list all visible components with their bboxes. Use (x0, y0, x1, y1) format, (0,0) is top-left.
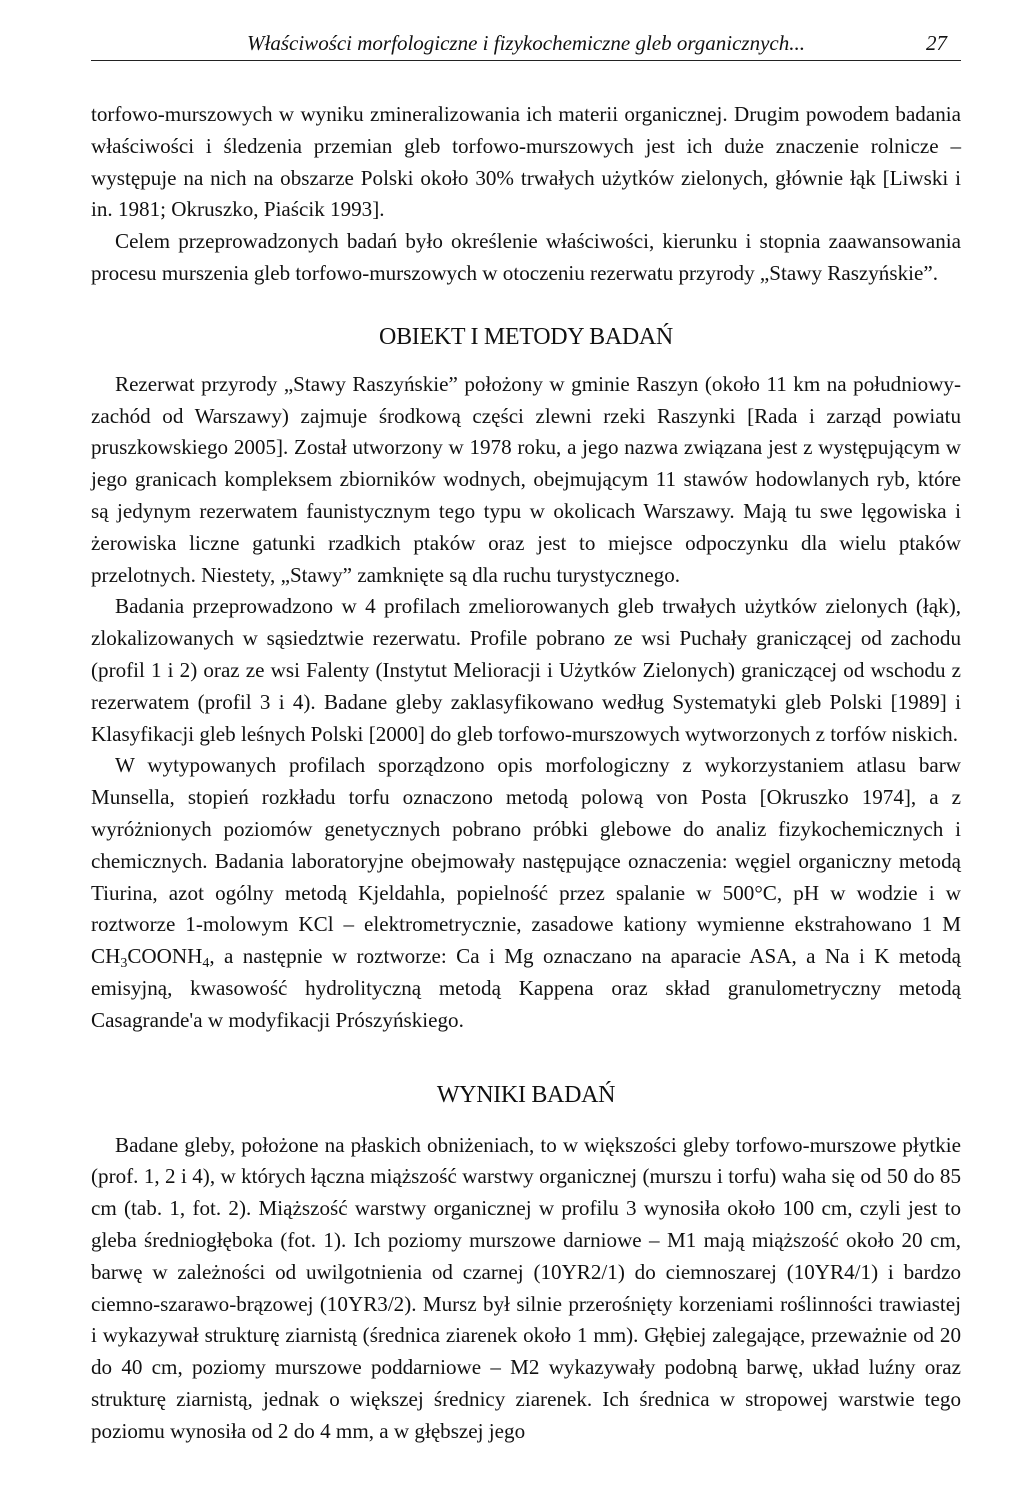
section-heading-results: WYNIKI BADAŃ (436, 1081, 616, 1108)
running-header (91, 26, 961, 61)
paragraph-intro-2: Celem przeprowadzonych badań było określenie właściwości, kierunku i stopnia zaawansowania procesu murszenia gleb torfowo-murszowych w otoczeniu rezerwatu przyrody „Stawy Raszyńskie”. (91, 229, 961, 285)
subscript-3: 3 (120, 956, 128, 972)
article-body (91, 99, 961, 1447)
paragraph-methods-3-part-c: , a następnie w roztworze: Ca i Mg oznaczano na aparacie ASA, a Na i K metodą emisyjną, kwasowość hydrolityczną metodą Kappena oraz skład granulometryczny metodą Casagrande'a w modyfikacji Prószyńskiego. (91, 944, 961, 1032)
paragraph-methods-3-part-b: COONH (127, 944, 203, 969)
paragraph-methods-2: Badania przeprowadzono w 4 profilach zmeliorowanych gleb trwałych użytków zielonych (łąk), zlokalizowanych w sąsiedztwie rezerwatu. Profile pobrano ze wsi Puchały graniczącej od zachodu (profil 1 i 2) oraz ze wsi Falenty (Instytut Melioracji i Użytków Zielonych) graniczącej od wschodu z rezerwatem (profil 3 i 4). Badane gleby zaklasyfikowano według Systematyki gleb Polski [1989] i Klasyfikacji gleb leśnych Polski [2000] do gleb torfowo-murszowych wytworzonych z torfów niskich. (91, 594, 961, 746)
paragraph-methods-1: Rezerwat przyrody „Stawy Raszyńskie” położony w gminie Raszyn (około 11 km na południowy-zachód od Warszawy) zajmuje środkową części zlewni rzeki Raszynki [Rada i zarząd powiatu pruszkowskiego 2005]. Został utworzony w 1978 roku, a jego nazwa związana jest z występującym w jego granicach kompleksem zbiorników wodnych, obejmującym 11 stawów hodowlanych ryb, które są jedynym rezerwatem faunistycznym tego typu w okolicach Warszawy. Mają tu swe lęgowiska i żerowiska liczne gatunki rzadkich ptaków oraz jest to miejsce odpoczynku dla wielu ptaków przelotnych. Niestety, „Stawy” zamknięte są dla ruchu turystycznego. (91, 371, 961, 587)
paragraph-methods-3-part-a: W wytypowanych profilach sporządzono opis morfologiczny z wykorzystaniem atlasu barw Munsella, stopień rozkładu torfu oznaczono metodą polową von Posta [Okruszko 1974], a z wyróżnionych poziomów genetycznych pobrano próbki glebowe do analiz fizykochemicznych i chemicznych. Badania laboratoryjne obejmowały następujące oznaczenia: węgiel organiczny metodą Tiurina, azot ogólny metodą Kjeldahla, popielność przez spalanie w 500°C, pH w wodzie i w roztworze 1-molowym KCl – elektrometrycznie, zasadowe kationy wymienne ekstrahowano 1 M CH (91, 753, 961, 969)
running-title: Właściwości morfologiczne i fizykochemiczne gleb organicznych... (247, 31, 805, 55)
page-number: 27 (926, 31, 947, 55)
paragraph-methods-3 (91, 750, 961, 1036)
paragraph-results-1: Badane gleby, położone na płaskich obniżeniach, to w większości gleby torfowo-murszowe płytkie (prof. 1, 2 i 4), w których łączna miąższość warstwy organicznej (murszu i torfu) waha się od 50 do 85 cm (tab. 1, fot. 2). Miąższość warstwy organicznej w profilu 3 wynosiła około 100 cm, czyli jest to gleba średniogłęboka (fot. 1). Ich poziomy murszowe darniowe – M1 mają miąższość około 20 cm, barwę w zależności od uwilgotnienia od czarnej (10YR2/1) do ciemnoszarej (10YR4/1) i bardzo ciemno-szarawo-brązowej (10YR3/2). Mursz był silnie przerośnięty korzeniami roślinności trawiastej i wykazywał strukturę ziarnistą (średnica ziarenek około 1 mm). Głębiej zalegające, przeważnie od 20 do 40 cm, poziomy murszowe poddarniowe – M2 wykazywały podobną barwę, układ luźny oraz strukturę ziarnistą, jednak o większej średnicy ziarenek. Ich średnica w stropowej warstwie tego poziomu wynosiła od 2 do 4 mm, a w głębszej jego (91, 1132, 961, 1443)
section-heading-methods: OBIEKT I METODY BADAŃ (379, 323, 673, 350)
subscript-4: 4 (202, 956, 210, 972)
paragraph-intro-1: torfowo-murszowych w wyniku zmineralizowania ich materii organicznej. Drugim powodem badania właściwości i śledzenia przemian gleb torfowo-murszowych jest ich duże znaczenie rolnicze – występuje na nich na obszarze Polski około 30% trwałych użytków zielonych, głównie łąk [Liwski i in. 1981; Okruszko, Piaścik 1993]. (91, 102, 961, 222)
